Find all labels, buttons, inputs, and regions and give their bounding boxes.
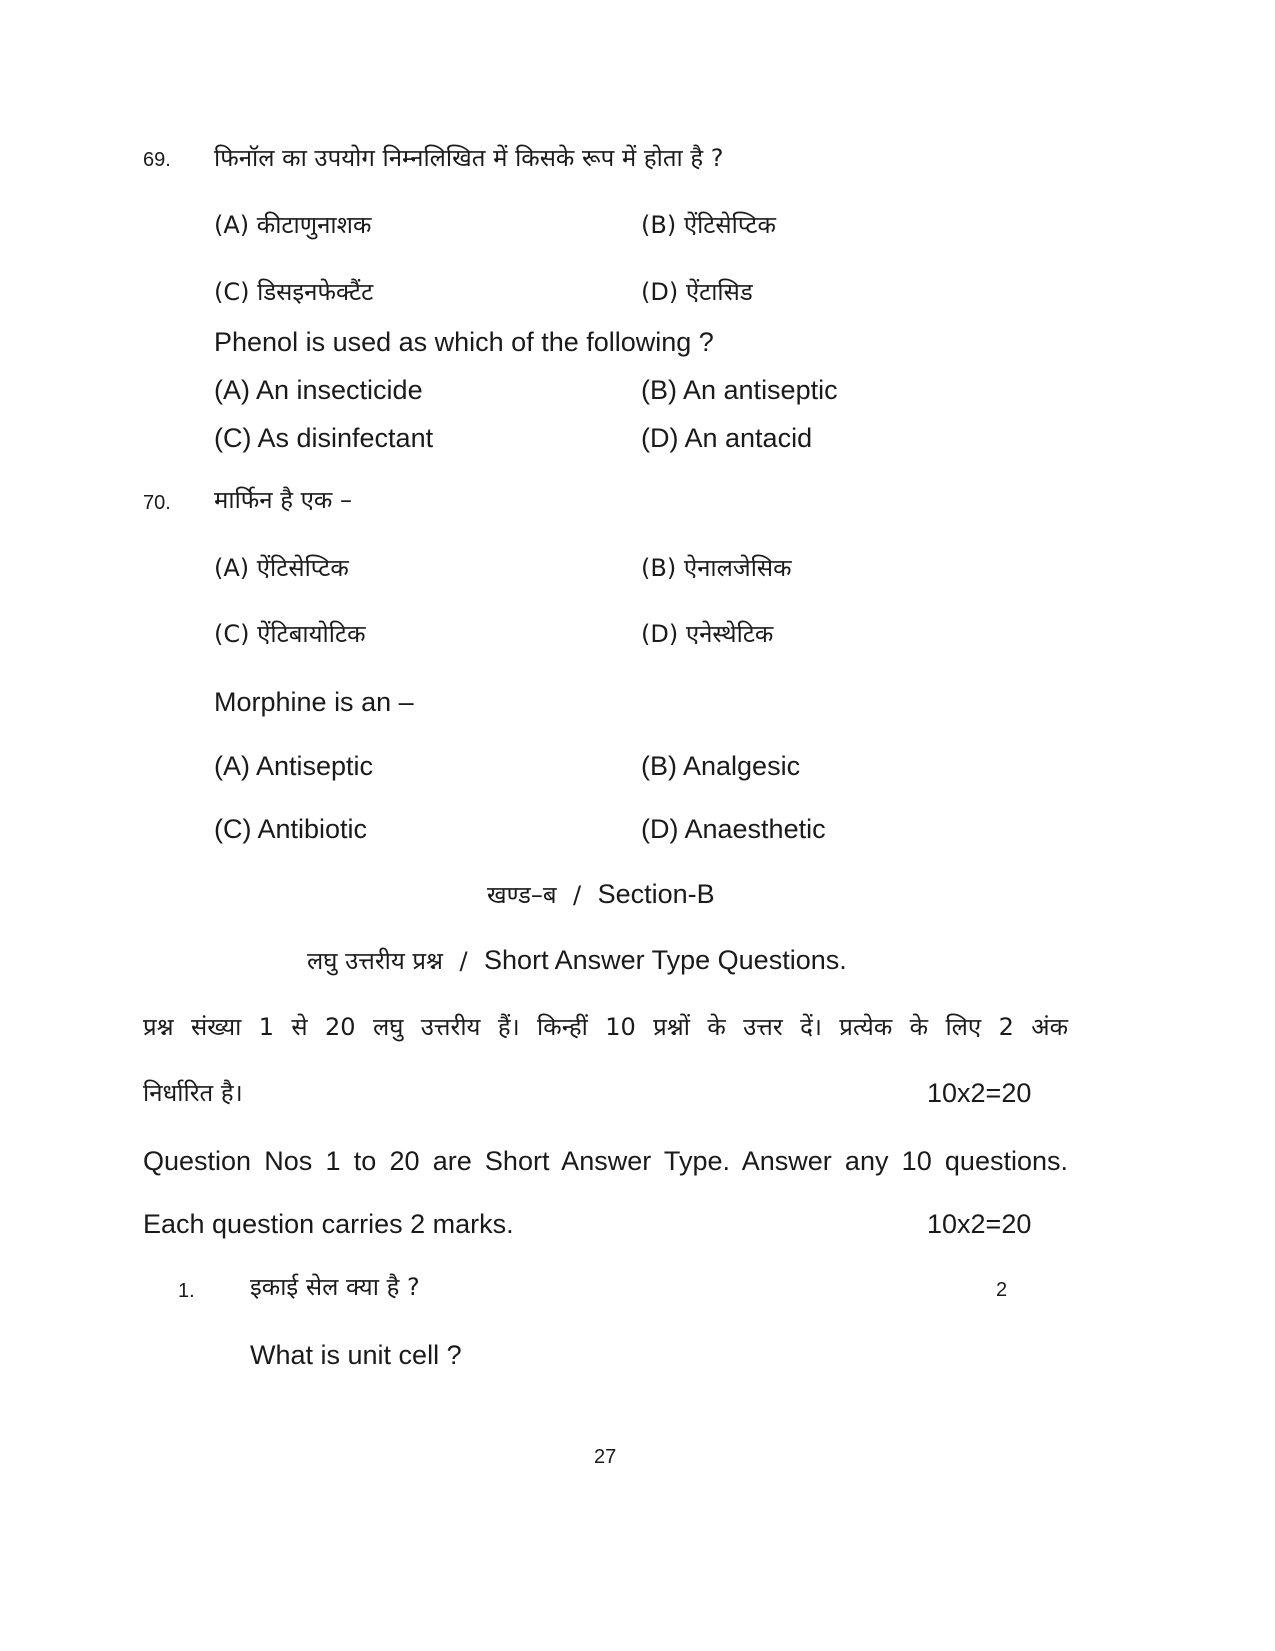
option-a-english: (A) Antiseptic (214, 751, 374, 781)
section-heading (487, 881, 715, 908)
marks-total-hindi: 10x2=20 (927, 1078, 1032, 1108)
option-c-hindi: (C) डिसइनफेक्टैंट (214, 278, 374, 306)
option-a-hindi: (A) ऐंटिसेप्टिक (214, 554, 349, 582)
heading-separator: / (459, 947, 468, 975)
option-b-english: (B) An antiseptic (641, 375, 838, 405)
section-heading-english: Section-B (597, 879, 715, 909)
option-d-english: (D) An antacid (641, 423, 813, 453)
option-a-hindi: (A) कीटाणुनाशक (214, 211, 372, 239)
section-heading-hindi: खण्ड–ब (487, 881, 557, 909)
option-b-english: (B) Analgesic (641, 751, 801, 781)
option-c-english: (C) Antibiotic (214, 814, 368, 844)
question-marks: 2 (996, 1279, 1008, 1301)
heading-separator: / (573, 881, 582, 909)
question-text-hindi: फिनॉल का उपयोग निम्नलिखित में किसके रूप में होता है ? (214, 144, 724, 172)
option-d-hindi: (D) ऐंटासिड (641, 278, 753, 306)
question-text-english: What is unit cell ? (250, 1340, 462, 1370)
question-text-hindi: मार्फिन है एक – (214, 486, 352, 514)
question-number: 70. (143, 492, 171, 514)
instructions-hindi-line1: प्रश्न संख्या 1 से 20 लघु उत्तरीय हैं। किन्हीं 10 प्रश्नों के उत्तर दें। प्रत्येक के लिए 2 अंक (143, 1013, 1068, 1041)
option-d-hindi: (D) एनेस्थेटिक (641, 620, 774, 648)
question-number: 69. (143, 149, 171, 171)
instructions-english-line1: Question Nos 1 to 20 are Short Answer Type. Answer any 10 questions. (143, 1146, 1068, 1176)
option-c-english: (C) As disinfectant (214, 423, 434, 453)
question-text-hindi: इकाई सेल क्या है ? (250, 1273, 420, 1301)
page-number: 27 (594, 1446, 617, 1468)
option-d-english: (D) Anaesthetic (641, 814, 826, 844)
marks-total-english: 10x2=20 (927, 1209, 1032, 1239)
question-text-english: Phenol is used as which of the following ? (214, 327, 714, 357)
instructions-english-line2: Each question carries 2 marks. (143, 1209, 514, 1239)
question-number: 1. (178, 1280, 195, 1302)
option-c-hindi: (C) ऐंटिबायोटिक (214, 620, 366, 648)
sub-heading-hindi: लघु उत्तरीय प्रश्न (307, 947, 444, 975)
sub-heading-english: Short Answer Type Questions. (484, 945, 847, 975)
instructions-hindi-line2: निर्धारित है। (143, 1079, 243, 1107)
sub-heading (307, 947, 847, 974)
option-a-english: (A) An insecticide (214, 375, 423, 405)
option-b-hindi: (B) ऐनालजेसिक (641, 554, 792, 582)
question-text-english: Morphine is an – (214, 687, 414, 717)
option-b-hindi: (B) ऐंटिसेप्टिक (641, 211, 776, 239)
